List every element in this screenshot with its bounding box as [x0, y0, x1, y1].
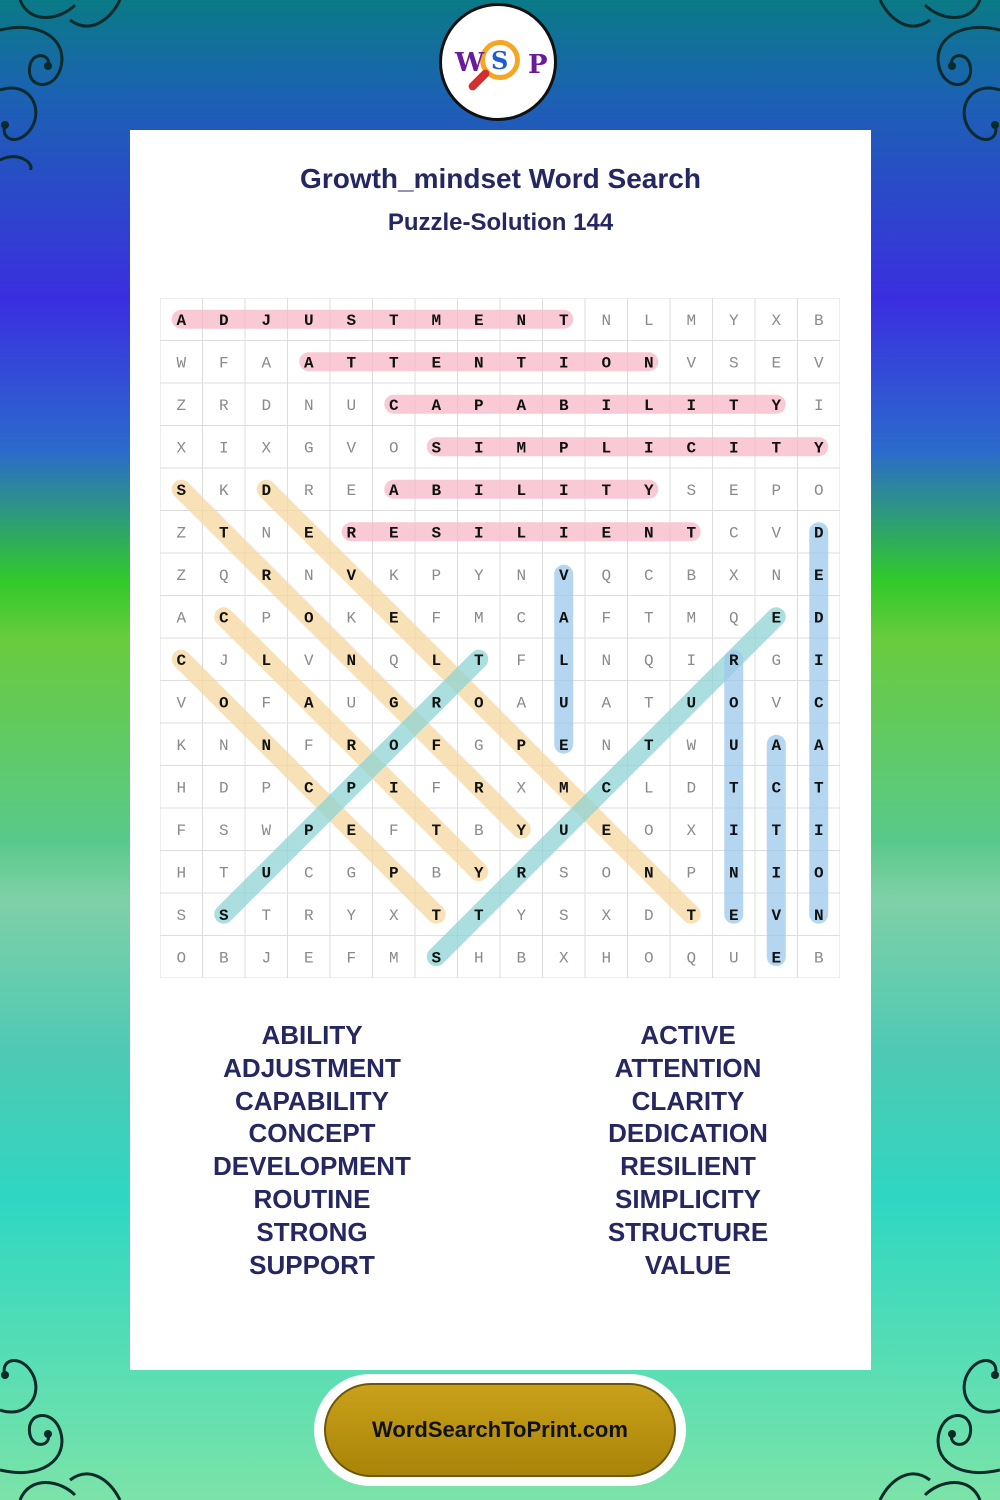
grid-letter[interactable]: J: [261, 311, 272, 330]
grid-letter[interactable]: C: [388, 396, 399, 415]
grid-letter[interactable]: Z: [176, 566, 187, 585]
grid-letter[interactable]: P: [516, 736, 527, 755]
grid-letter[interactable]: R: [303, 906, 314, 925]
grid-letter[interactable]: I: [643, 439, 654, 458]
grid-letter[interactable]: T: [558, 311, 569, 330]
grid-letter[interactable]: U: [346, 396, 357, 415]
grid-letter[interactable]: F: [431, 779, 442, 798]
ornament-corner-top-left: [0, 0, 130, 170]
logo-letter-w: W: [455, 48, 485, 78]
grid-letter[interactable]: A: [303, 354, 314, 373]
grid-letter[interactable]: T: [728, 396, 739, 415]
grid-letter[interactable]: S: [431, 949, 442, 968]
grid-letter[interactable]: V: [686, 354, 697, 373]
grid-letter[interactable]: T: [218, 524, 229, 543]
grid-letter[interactable]: O: [601, 354, 612, 373]
grid-letter[interactable]: P: [686, 864, 697, 883]
grid-letter[interactable]: A: [388, 481, 399, 500]
grid-letter[interactable]: Q: [728, 609, 739, 628]
grid-letter[interactable]: C: [303, 864, 314, 883]
grid-letter[interactable]: I: [558, 354, 569, 373]
ornament-corner-top-right: [870, 0, 1000, 170]
grid-letter[interactable]: U: [686, 694, 697, 713]
grid-letter[interactable]: N: [516, 311, 527, 330]
grid-letter[interactable]: B: [473, 821, 484, 840]
grid-letter[interactable]: L: [601, 439, 612, 458]
ornament-corner-bottom-left: [0, 1330, 130, 1500]
grid-letter[interactable]: B: [813, 311, 824, 330]
grid-letter[interactable]: V: [558, 566, 569, 585]
word-list-item: VALUE: [644, 1249, 732, 1280]
grid-letter[interactable]: C: [516, 609, 527, 628]
grid-letter[interactable]: L: [516, 524, 527, 543]
grid-letter[interactable]: X: [601, 906, 612, 925]
grid-letter[interactable]: C: [176, 651, 187, 670]
grid-letter[interactable]: N: [261, 736, 272, 755]
grid-letter[interactable]: T: [346, 354, 357, 373]
grid-letter[interactable]: B: [431, 864, 442, 883]
grid-letter[interactable]: O: [728, 694, 739, 713]
grid-letter[interactable]: T: [728, 779, 739, 798]
grid-letter[interactable]: R: [303, 481, 314, 500]
grid-letter[interactable]: R: [516, 864, 527, 883]
grid-letter[interactable]: C: [728, 524, 739, 543]
grid-letter[interactable]: I: [558, 524, 569, 543]
grid-letter[interactable]: E: [431, 354, 442, 373]
grid-letter[interactable]: X: [261, 439, 272, 458]
grid-letter[interactable]: Y: [473, 864, 484, 883]
grid-letter[interactable]: B: [813, 949, 824, 968]
grid-letter[interactable]: T: [643, 736, 654, 755]
grid-letter[interactable]: C: [643, 566, 654, 585]
grid-letter[interactable]: X: [771, 311, 782, 330]
grid-letter[interactable]: P: [261, 609, 272, 628]
grid-letter[interactable]: F: [601, 609, 612, 628]
grid-letter[interactable]: A: [176, 609, 187, 628]
grid-letter[interactable]: E: [303, 949, 314, 968]
grid-letter[interactable]: I: [558, 481, 569, 500]
grid-letter[interactable]: L: [643, 779, 654, 798]
grid-letter[interactable]: V: [176, 694, 187, 713]
grid-letter[interactable]: H: [176, 864, 187, 883]
grid-letter[interactable]: Z: [176, 396, 187, 415]
grid-letter[interactable]: H: [473, 949, 484, 968]
grid-letter[interactable]: E: [473, 311, 484, 330]
grid-letter[interactable]: T: [473, 906, 484, 925]
grid-letter[interactable]: K: [218, 481, 229, 500]
grid-letter[interactable]: G: [771, 651, 782, 670]
grid-letter[interactable]: E: [771, 949, 782, 968]
grid-letter[interactable]: S: [431, 524, 442, 543]
word-list-item: DEDICATION: [608, 1118, 768, 1149]
grid-letter[interactable]: Q: [388, 651, 399, 670]
grid-letter[interactable]: R: [218, 396, 229, 415]
logo-letter-p: P: [528, 50, 548, 80]
grid-letter[interactable]: I: [686, 651, 697, 670]
grid-letter[interactable]: S: [346, 311, 357, 330]
grid-letter[interactable]: H: [601, 949, 612, 968]
grid-letter[interactable]: Y: [728, 311, 739, 330]
grid-letter[interactable]: W: [261, 821, 272, 840]
grid-letter[interactable]: D: [218, 779, 229, 798]
grid-letter[interactable]: Y: [813, 439, 824, 458]
grid-letter[interactable]: H: [176, 779, 187, 798]
grid-letter[interactable]: U: [261, 864, 272, 883]
page-subtitle: Puzzle-Solution 144: [387, 209, 614, 236]
grid-letter[interactable]: E: [601, 821, 612, 840]
grid-letter[interactable]: N: [728, 864, 739, 883]
grid-letter[interactable]: I: [473, 439, 484, 458]
grid-letter[interactable]: K: [346, 609, 357, 628]
grid-letter[interactable]: I: [728, 821, 739, 840]
grid-letter[interactable]: D: [218, 311, 229, 330]
grid-letter[interactable]: Q: [686, 949, 697, 968]
grid-letter[interactable]: E: [601, 524, 612, 543]
grid-letter[interactable]: T: [643, 694, 654, 713]
grid-letter[interactable]: Y: [771, 396, 782, 415]
grid-letter[interactable]: V: [771, 524, 782, 543]
grid-letter[interactable]: M: [516, 439, 527, 458]
grid-letter[interactable]: D: [813, 524, 824, 543]
grid-letter[interactable]: Z: [176, 524, 187, 543]
grid-letter[interactable]: P: [303, 821, 314, 840]
grid-letter[interactable]: X: [728, 566, 739, 585]
grid-letter[interactable]: I: [813, 651, 824, 670]
grid-letter[interactable]: Y: [643, 481, 654, 500]
grid-letter[interactable]: Q: [218, 566, 229, 585]
grid-letter[interactable]: L: [558, 651, 569, 670]
ornament-corner-bottom-right: [870, 1330, 1000, 1500]
grid-letter[interactable]: T: [686, 524, 697, 543]
grid-letter[interactable]: N: [771, 566, 782, 585]
grid-letter[interactable]: S: [218, 906, 229, 925]
word-list-item: ADJUSTMENT: [223, 1052, 401, 1083]
word-list-item: RESILIENT: [620, 1151, 756, 1182]
grid-letter[interactable]: C: [303, 779, 314, 798]
grid-letter[interactable]: E: [388, 524, 399, 543]
grid-letter[interactable]: B: [431, 481, 442, 500]
grid-letter[interactable]: E: [346, 481, 357, 500]
grid-letter[interactable]: M: [686, 609, 697, 628]
grid-letter[interactable]: U: [303, 311, 314, 330]
grid-letter[interactable]: K: [388, 566, 399, 585]
grid-letter[interactable]: A: [771, 736, 782, 755]
grid-letter[interactable]: D: [686, 779, 697, 798]
grid-letter[interactable]: E: [388, 609, 399, 628]
grid-letter[interactable]: M: [473, 609, 484, 628]
word-search-grid: [160, 298, 840, 978]
grid-letter[interactable]: N: [261, 524, 272, 543]
grid-letter[interactable]: N: [516, 566, 527, 585]
grid-letter[interactable]: V: [813, 354, 824, 373]
grid-letter[interactable]: A: [176, 311, 187, 330]
word-list-item: ABILITY: [261, 1020, 363, 1050]
grid-letter[interactable]: R: [346, 736, 357, 755]
grid-letter[interactable]: I: [686, 396, 697, 415]
grid-letter[interactable]: E: [728, 906, 739, 925]
grid-letter[interactable]: N: [643, 354, 654, 373]
site-link-label: WordSearchToPrint.com: [372, 1417, 628, 1442]
grid-letter[interactable]: S: [218, 821, 229, 840]
grid-letter[interactable]: O: [643, 821, 654, 840]
grid-letter[interactable]: T: [516, 354, 527, 373]
grid-letter[interactable]: L: [431, 651, 442, 670]
word-list-item: STRUCTURE: [607, 1216, 769, 1247]
word-list-item: CONCEPT: [248, 1118, 376, 1149]
grid-letter[interactable]: T: [771, 821, 782, 840]
grid-letter[interactable]: I: [771, 864, 782, 883]
logo-letter-s: S: [491, 46, 509, 75]
grid-letter[interactable]: T: [813, 779, 824, 798]
word-list-item: CLARITY: [631, 1085, 745, 1116]
grid-letter[interactable]: T: [431, 821, 442, 840]
word-list-item: ROUTINE: [253, 1183, 371, 1214]
word-list-item: SUPPORT: [249, 1249, 375, 1280]
grid-letter[interactable]: O: [473, 694, 484, 713]
grid-letter[interactable]: D: [643, 906, 654, 925]
grid-letter[interactable]: O: [176, 949, 187, 968]
grid-letter[interactable]: Y: [473, 566, 484, 585]
grid-letter[interactable]: F: [388, 821, 399, 840]
grid-letter[interactable]: L: [643, 396, 654, 415]
grid-letter[interactable]: S: [176, 481, 187, 500]
grid-letter[interactable]: P: [473, 396, 484, 415]
grid-letter[interactable]: J: [218, 651, 229, 670]
grid-letter[interactable]: T: [686, 906, 697, 925]
grid-letter[interactable]: P: [558, 439, 569, 458]
grid-letter[interactable]: T: [388, 311, 399, 330]
grid-letter[interactable]: A: [431, 396, 442, 415]
grid-letter[interactable]: Q: [643, 651, 654, 670]
grid-letter[interactable]: R: [728, 651, 739, 670]
grid-letter[interactable]: X: [176, 439, 187, 458]
grid-letter[interactable]: P: [431, 566, 442, 585]
grid-letter[interactable]: X: [388, 906, 399, 925]
grid-letter[interactable]: P: [388, 864, 399, 883]
grid-letter[interactable]: S: [686, 481, 697, 500]
grid-letter[interactable]: F: [516, 651, 527, 670]
grid-letter[interactable]: B: [516, 949, 527, 968]
grid-letter[interactable]: T: [218, 864, 229, 883]
word-list-right: [538, 1019, 838, 1281]
grid-letter[interactable]: E: [813, 566, 824, 585]
grid-letter[interactable]: A: [813, 736, 824, 755]
word-list-item: SIMPLICITY: [615, 1183, 761, 1214]
grid-letter[interactable]: R: [261, 566, 272, 585]
grid-letter[interactable]: E: [346, 821, 357, 840]
grid-letter[interactable]: U: [728, 736, 739, 755]
site-logo[interactable]: [439, 3, 557, 121]
grid-letter[interactable]: U: [346, 694, 357, 713]
grid-letter[interactable]: N: [218, 736, 229, 755]
grid-letter[interactable]: F: [346, 949, 357, 968]
footer-badge: [314, 1374, 686, 1486]
grid-letter[interactable]: G: [303, 439, 314, 458]
grid-letter[interactable]: T: [771, 439, 782, 458]
grid-letter[interactable]: V: [303, 651, 314, 670]
grid-letter[interactable]: T: [388, 354, 399, 373]
grid-letter[interactable]: F: [431, 736, 442, 755]
grid-letter[interactable]: E: [771, 354, 782, 373]
grid-letter[interactable]: R: [346, 524, 357, 543]
grid-letter[interactable]: L: [516, 481, 527, 500]
grid-letter[interactable]: O: [388, 736, 399, 755]
grid-letter[interactable]: Q: [601, 566, 612, 585]
grid-letter[interactable]: S: [431, 439, 442, 458]
grid-letter[interactable]: V: [771, 694, 782, 713]
grid-letter[interactable]: B: [218, 949, 229, 968]
grid-letter[interactable]: G: [346, 864, 357, 883]
grid-letter[interactable]: N: [303, 566, 314, 585]
grid-letter[interactable]: O: [813, 481, 824, 500]
grid-letter[interactable]: Y: [346, 906, 357, 925]
grid-letter[interactable]: W: [686, 736, 697, 755]
grid-letter[interactable]: X: [516, 779, 527, 798]
grid-letter[interactable]: P: [261, 779, 272, 798]
grid-letter[interactable]: N: [473, 354, 484, 373]
word-list-item: ACTIVE: [640, 1020, 736, 1050]
grid-letter[interactable]: U: [558, 821, 569, 840]
grid-letter[interactable]: S: [558, 906, 569, 925]
grid-letter[interactable]: T: [431, 906, 442, 925]
grid-letter[interactable]: B: [558, 396, 569, 415]
grid-letter[interactable]: M: [558, 779, 569, 798]
grid-letter[interactable]: P: [771, 481, 782, 500]
grid-letter[interactable]: M: [686, 311, 697, 330]
grid-letter[interactable]: Y: [516, 821, 527, 840]
grid-letter[interactable]: N: [601, 651, 612, 670]
site-link-button[interactable]: [324, 1383, 676, 1477]
grid-letter[interactable]: R: [431, 694, 442, 713]
grid-letter[interactable]: T: [643, 609, 654, 628]
grid-letter[interactable]: A: [303, 694, 314, 713]
grid-letter[interactable]: I: [388, 779, 399, 798]
grid-letter[interactable]: I: [813, 821, 824, 840]
grid-letter[interactable]: M: [388, 949, 399, 968]
grid-letter[interactable]: G: [473, 736, 484, 755]
grid-letter[interactable]: C: [771, 779, 782, 798]
grid-letter[interactable]: N: [303, 396, 314, 415]
grid-letter[interactable]: I: [218, 439, 229, 458]
grid-letter[interactable]: F: [261, 694, 272, 713]
grid-letter[interactable]: O: [813, 864, 824, 883]
grid-letter[interactable]: K: [176, 736, 187, 755]
grid-letter[interactable]: V: [346, 566, 357, 585]
grid-letter[interactable]: I: [473, 524, 484, 543]
grid-letter[interactable]: L: [643, 311, 654, 330]
grid-letter[interactable]: N: [601, 311, 612, 330]
grid-letter[interactable]: I: [813, 396, 824, 415]
grid-letter[interactable]: T: [601, 481, 612, 500]
grid-letter[interactable]: D: [813, 609, 824, 628]
grid-letter[interactable]: F: [303, 736, 314, 755]
grid-letter[interactable]: N: [813, 906, 824, 925]
grid-letter[interactable]: B: [686, 566, 697, 585]
grid-letter[interactable]: Y: [516, 906, 527, 925]
grid-letter[interactable]: O: [218, 694, 229, 713]
word-list-item: CAPABILITY: [234, 1085, 390, 1116]
grid-letter[interactable]: O: [303, 609, 314, 628]
grid-letter[interactable]: F: [176, 821, 187, 840]
grid-letter[interactable]: N: [643, 524, 654, 543]
grid-letter[interactable]: S: [176, 906, 187, 925]
grid-letter[interactable]: S: [728, 354, 739, 373]
grid-letter[interactable]: U: [728, 949, 739, 968]
grid-letter[interactable]: E: [303, 524, 314, 543]
grid-letter[interactable]: C: [813, 694, 824, 713]
grid-letter[interactable]: R: [473, 779, 484, 798]
grid-letter[interactable]: E: [771, 609, 782, 628]
grid-letter[interactable]: D: [261, 396, 272, 415]
grid-letter[interactable]: A: [516, 694, 527, 713]
grid-letter[interactable]: G: [388, 694, 399, 713]
grid-letter[interactable]: O: [388, 439, 399, 458]
grid-letter[interactable]: X: [558, 949, 569, 968]
word-list-left: [162, 1019, 462, 1281]
grid-letter[interactable]: D: [261, 481, 272, 500]
grid-letter[interactable]: O: [601, 864, 612, 883]
grid-letter[interactable]: E: [728, 481, 739, 500]
grid-letter[interactable]: F: [218, 354, 229, 373]
grid-letter[interactable]: T: [261, 906, 272, 925]
grid-letter[interactable]: S: [558, 864, 569, 883]
grid-letter[interactable]: L: [261, 651, 272, 670]
grid-letter[interactable]: M: [431, 311, 442, 330]
grid-letter[interactable]: F: [431, 609, 442, 628]
grid-letter[interactable]: N: [601, 736, 612, 755]
grid-letter[interactable]: I: [601, 396, 612, 415]
grid-letter[interactable]: E: [558, 736, 569, 755]
grid-letter[interactable]: V: [771, 906, 782, 925]
grid-letter[interactable]: X: [686, 821, 697, 840]
word-list-item: DEVELOPMENT: [213, 1151, 411, 1182]
word-list-item: STRONG: [256, 1216, 368, 1247]
grid-letter[interactable]: A: [261, 354, 272, 373]
page-title: Growth_mindset Word Search: [300, 163, 701, 194]
grid-letter[interactable]: O: [643, 949, 654, 968]
grid-letter[interactable]: A: [516, 396, 527, 415]
grid-letter[interactable]: A: [601, 694, 612, 713]
grid-letter[interactable]: N: [643, 864, 654, 883]
grid-letter[interactable]: C: [601, 779, 612, 798]
grid-letter[interactable]: U: [558, 694, 569, 713]
grid-letter[interactable]: I: [473, 481, 484, 500]
grid-letter[interactable]: C: [686, 439, 697, 458]
grid-letter[interactable]: W: [176, 354, 187, 373]
grid-letter[interactable]: I: [728, 439, 739, 458]
grid-letter[interactable]: N: [346, 651, 357, 670]
word-list-item: ATTENTION: [614, 1052, 762, 1083]
grid-letter[interactable]: P: [346, 779, 357, 798]
grid-letter[interactable]: J: [261, 949, 272, 968]
grid-letter[interactable]: A: [558, 609, 569, 628]
grid-letter[interactable]: T: [473, 651, 484, 670]
grid-letter[interactable]: V: [346, 439, 357, 458]
grid-letter[interactable]: C: [218, 609, 229, 628]
